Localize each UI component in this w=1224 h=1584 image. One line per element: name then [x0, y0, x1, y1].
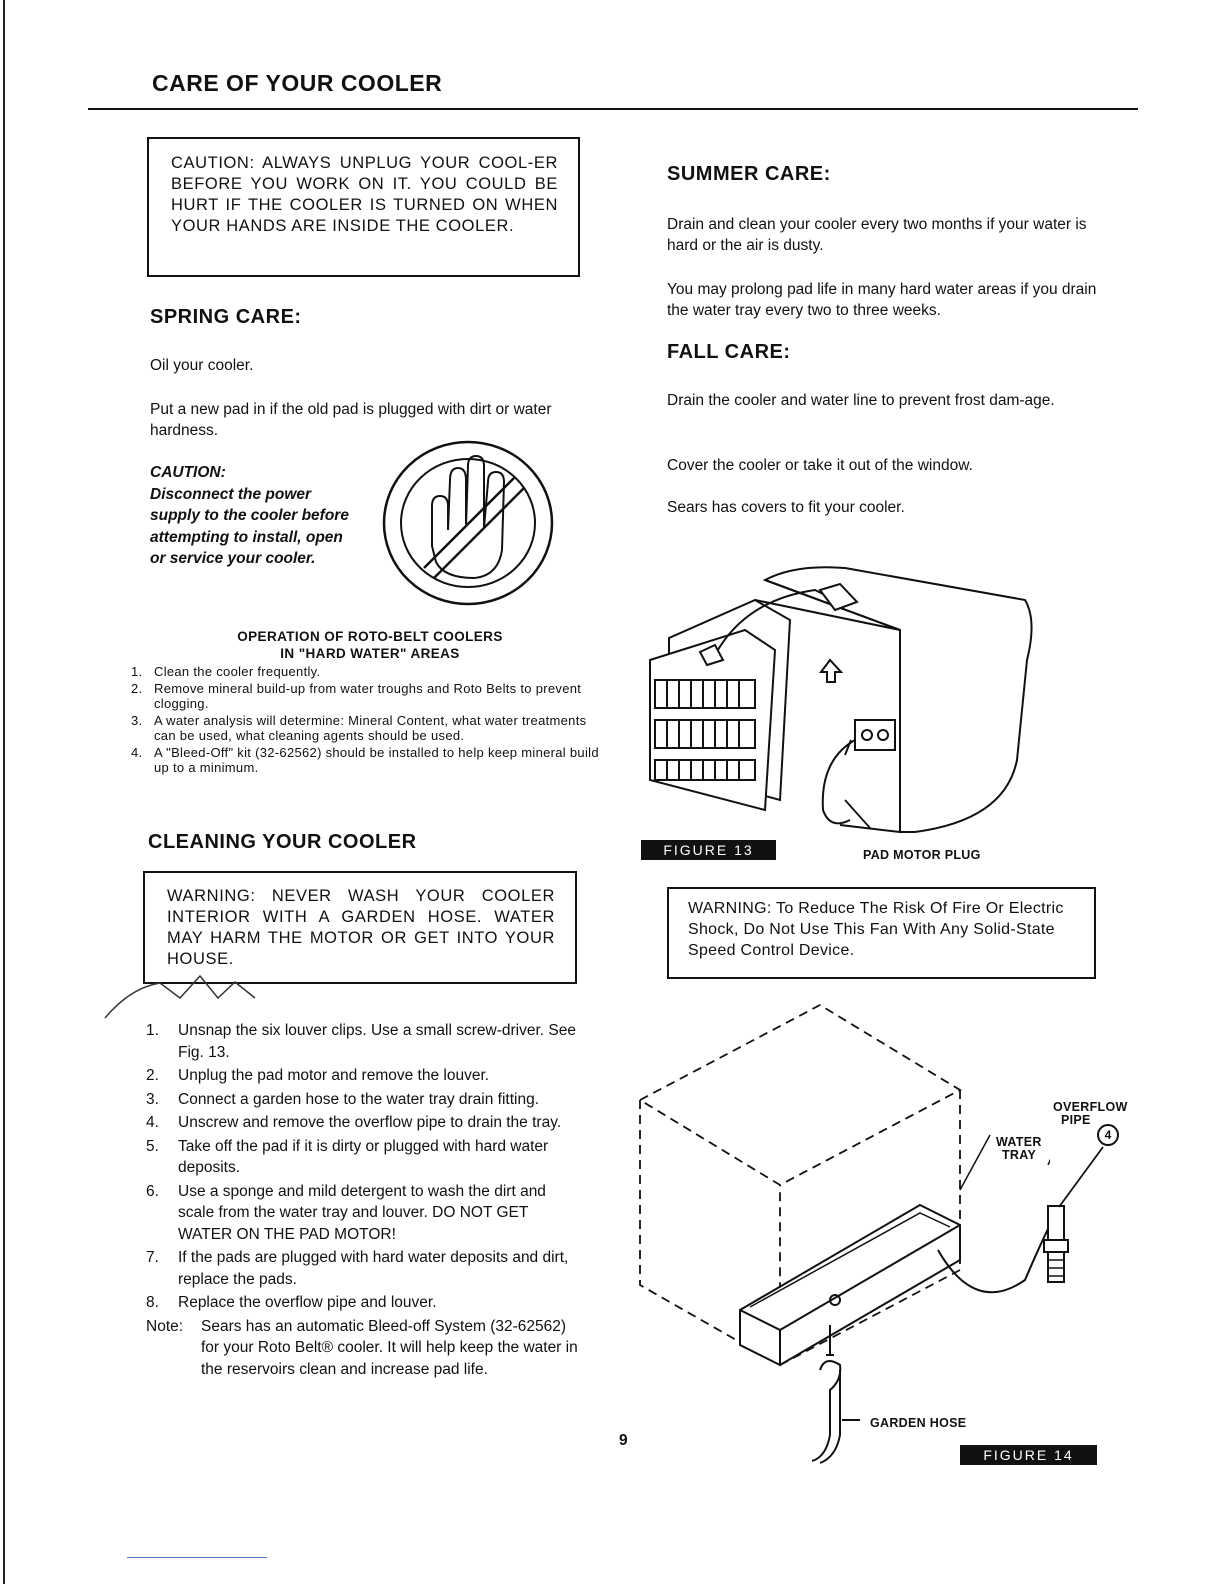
operation-list	[131, 664, 609, 777]
no-hand-warning-icon	[380, 438, 556, 608]
list-item	[146, 1136, 578, 1179]
list-item-number: 3.	[146, 1090, 159, 1108]
caution-box-text: CAUTION: ALWAYS UNPLUG YOUR COOL-ER BEFORE YOU WORK ON IT. YOU COULD BE HURT IF THE COOLER IS TURNED ON WHEN YOUR HANDS ARE INSIDE THE COOLER.	[171, 154, 558, 235]
figure14-garden-hose-label: GARDEN HOSE	[870, 1416, 967, 1430]
list-item-text: Clean the cooler frequently.	[154, 664, 321, 679]
overflow-label-line1: OVERFLOW	[1053, 1100, 1128, 1114]
list-item-text: Connect a garden hose to the water tray drain fitting.	[178, 1090, 540, 1108]
list-item-text: Unplug the pad motor and remove the louver.	[178, 1067, 490, 1084]
figure14-water-tray-label	[996, 1136, 1042, 1162]
list-item-number: 3.	[131, 712, 143, 728]
list-item-text: If the pads are plugged with hard water deposits and dirt, replace the pads.	[178, 1249, 569, 1288]
operation-heading-line2: IN "HARD WATER" AREAS	[280, 646, 460, 661]
figure14-callout-circle	[1097, 1124, 1119, 1146]
fan-warning-box	[667, 887, 1096, 979]
list-item	[131, 681, 609, 712]
list-item-number: 4.	[131, 744, 143, 760]
list-item-number: 1.	[131, 664, 143, 679]
water-tray-line2: TRAY	[1002, 1148, 1037, 1162]
fall-care-heading: FALL CARE:	[667, 341, 791, 363]
figure13-cooler-illustration	[645, 560, 1045, 840]
list-item-text: Replace the overflow pipe and louver.	[178, 1294, 437, 1311]
water-tray-line1: WATER	[996, 1135, 1042, 1149]
figure14-overflow-label	[1053, 1101, 1128, 1127]
callout-circle-number: 4	[1104, 1128, 1112, 1142]
overflow-leader-line	[1055, 1145, 1115, 1215]
operation-heading-line1: OPERATION OF ROTO-BELT COOLERS	[237, 629, 503, 644]
list-item	[146, 1292, 578, 1314]
scan-left-edge	[3, 0, 5, 1584]
cleaning-heading: CLEANING YOUR COOLER	[148, 831, 417, 853]
figure13-label: FIGURE 13	[641, 840, 776, 860]
list-item-number: 2.	[146, 1067, 159, 1084]
summer-care-para2: You may prolong pad life in many hard water areas if you drain the water tray every two to three weeks.	[667, 281, 1097, 319]
list-item-number: 6.	[146, 1182, 159, 1200]
page-number: 9	[619, 1432, 628, 1449]
note-label: Note:	[146, 1317, 184, 1335]
spring-care-heading: SPRING CARE:	[150, 306, 302, 328]
list-item	[146, 1020, 578, 1063]
list-item	[131, 664, 609, 680]
list-item-text: Use a sponge and mild detergent to wash the dirt and scale from the water tray and louver. DO NOT GET WATER ON THE PAD MOTOR!	[178, 1182, 546, 1243]
list-item-text: A "Bleed-Off" kit (32-62562) should be installed to help keep mineral build up to a minimum.	[154, 744, 599, 775]
summer-care-heading: SUMMER CARE:	[667, 163, 831, 185]
figure14-label: FIGURE 14	[960, 1445, 1097, 1465]
list-item	[131, 713, 609, 744]
list-item	[146, 1181, 578, 1246]
fall-care-para2: Cover the cooler or take it out of the window.	[667, 457, 973, 474]
list-item	[131, 745, 609, 776]
summer-care-para1: Drain and clean your cooler every two months if your water is hard or the air is dusty.	[667, 216, 1087, 254]
overflow-label-line2: PIPE	[1061, 1113, 1091, 1127]
spring-care-para1: Oil your cooler.	[150, 357, 254, 374]
list-item	[146, 1247, 578, 1290]
cleaning-warning-text: WARNING: NEVER WASH YOUR COOLER INTERIOR WITH A GARDEN HOSE. WATER MAY HARM THE MOTOR OR GET INTO YOUR HOUSE.	[167, 887, 555, 968]
list-item	[146, 1089, 578, 1111]
list-item-number: 8.	[146, 1294, 159, 1311]
list-item-number: 5.	[146, 1137, 159, 1155]
caution-box	[147, 137, 580, 277]
list-item-number: 4.	[146, 1114, 159, 1131]
footer-line	[127, 1557, 267, 1558]
figure13-callout: PAD MOTOR PLUG	[863, 848, 981, 862]
list-item	[146, 1112, 578, 1134]
list-item-text: Remove mineral build-up from water troughs and Roto Belts to prevent clogging.	[154, 680, 582, 711]
caution-note-label: CAUTION:	[150, 464, 226, 481]
fall-care-para3: Sears has covers to fit your cooler.	[667, 499, 905, 516]
spring-care-para2: Put a new pad in if the old pad is plugged with dirt or water hardness.	[150, 401, 552, 439]
page-title: CARE OF YOUR COOLER	[152, 70, 443, 96]
caution-note-text: Disconnect the power supply to the cooler before attempting to install, open or service your cooler.	[150, 485, 349, 567]
note-text: Sears has an automatic Bleed-off System (32-62562) for your Roto Belt® cooler. It will help keep the water in the reservoirs clean and increase pad life.	[201, 1317, 578, 1378]
list-item-text: Unscrew and remove the overflow pipe to drain the tray.	[178, 1114, 562, 1131]
list-item	[146, 1065, 578, 1087]
list-item-number: 1.	[146, 1022, 159, 1039]
list-item-text: Unsnap the six louver clips. Use a small screw-driver. See Fig. 13.	[178, 1022, 576, 1061]
figure14-water-tray-illustration	[630, 995, 1050, 1465]
caution-note	[150, 462, 355, 570]
list-item-number: 7.	[146, 1249, 159, 1266]
fan-warning-text: WARNING: To Reduce The Risk Of Fire Or Electric Shock, Do Not Use This Fan With Any Solid-State Speed Control Device.	[688, 900, 1064, 959]
title-rule	[88, 108, 1138, 110]
operation-heading	[160, 628, 580, 662]
list-item-number: 2.	[131, 680, 143, 696]
list-item-text: A water analysis will determine: Mineral Content, what water treatments can be used, what cleaning agents should be used.	[154, 712, 587, 743]
cleaning-note	[146, 1316, 578, 1381]
cleaning-steps	[146, 1020, 578, 1380]
list-item-text: Take off the pad if it is dirty or plugged with hard water deposits.	[178, 1137, 549, 1176]
fall-care-para1: Drain the cooler and water line to prevent frost dam-age.	[667, 392, 1055, 409]
torn-corner-doodle-icon	[100, 968, 300, 1028]
